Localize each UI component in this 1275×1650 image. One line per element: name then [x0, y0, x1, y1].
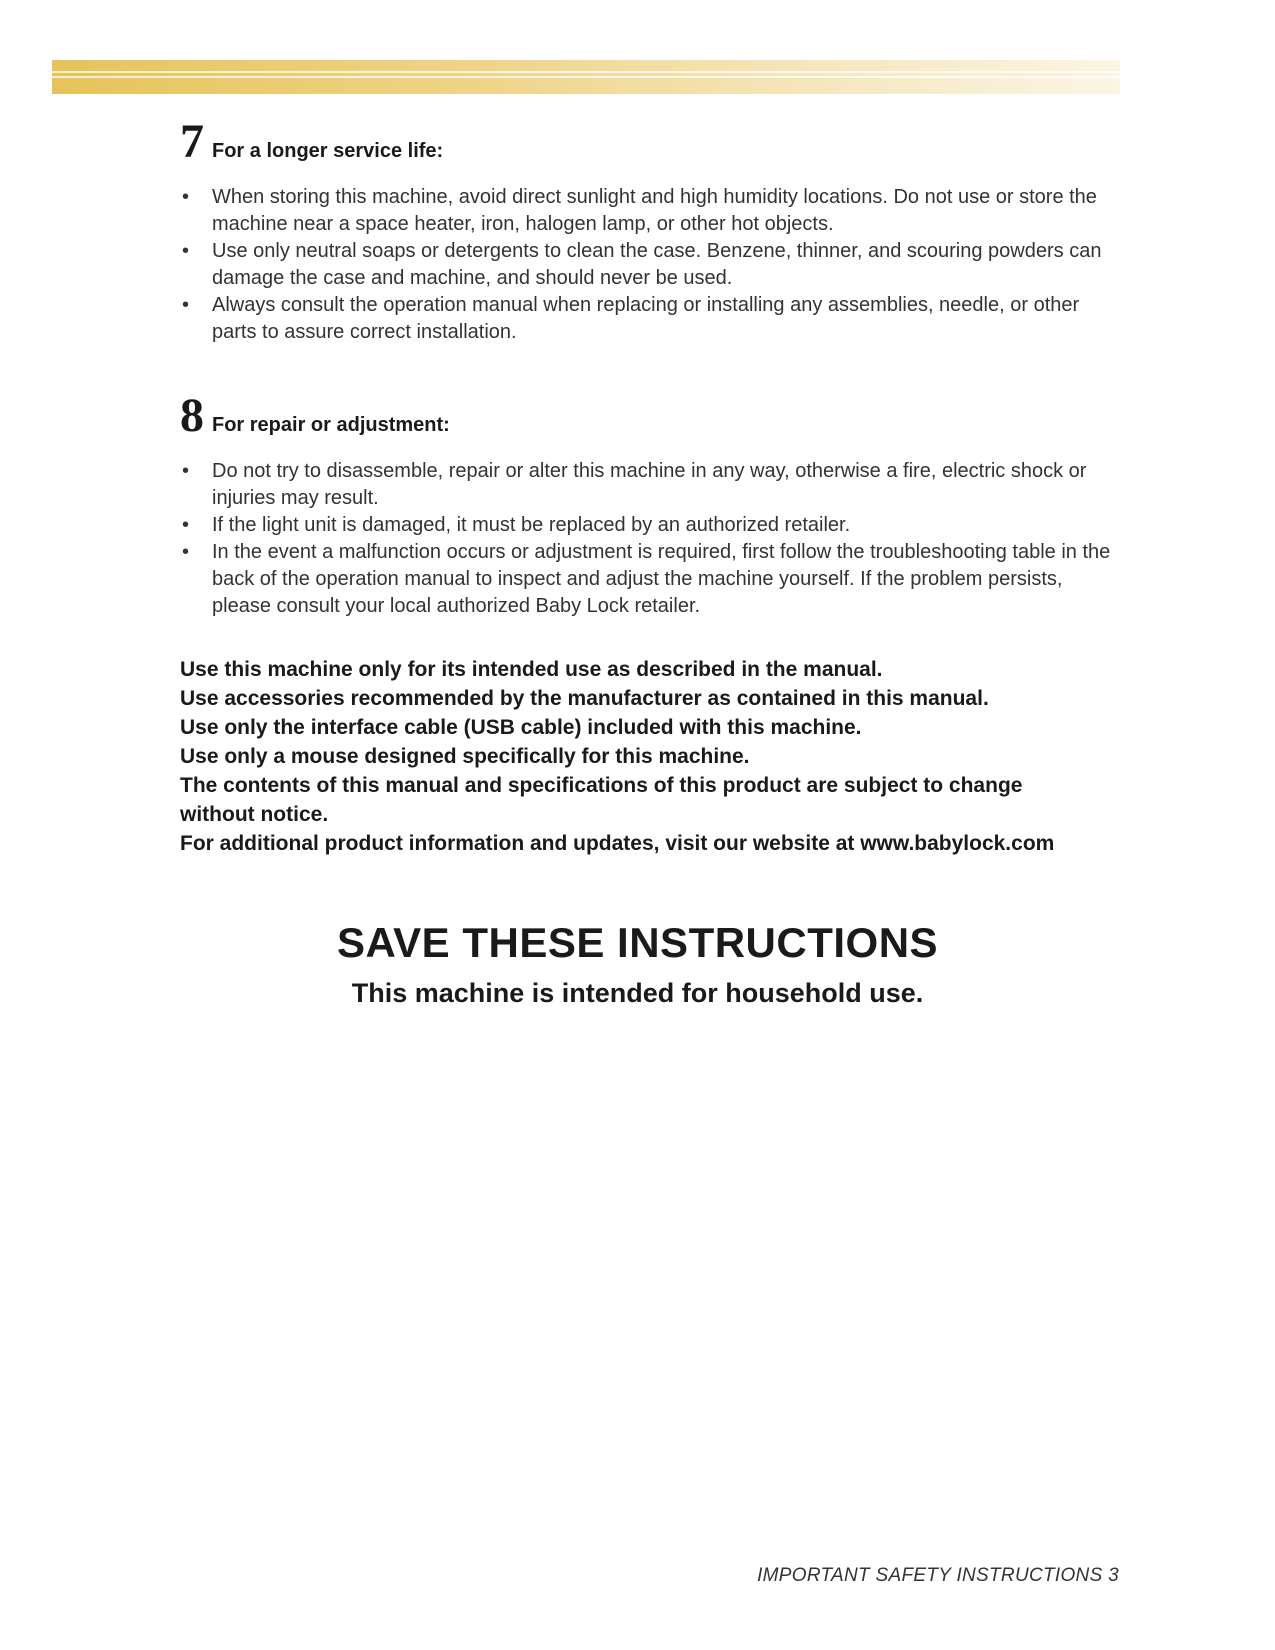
- bullet-text: If the light unit is damaged, it must be replaced by an authorized retailer.: [212, 514, 851, 536]
- list-item: [180, 184, 1120, 238]
- note-line: For additional product information and updates, visit our website at www.babylock.com: [180, 832, 1055, 855]
- note-line: Use accessories recommended by the manufacturer as contained in this manual.: [180, 687, 989, 710]
- section-7: [180, 115, 1120, 346]
- bullet-list: [180, 184, 1120, 346]
- bullet-icon: •: [182, 514, 190, 536]
- note-line: Use only a mouse designed specifically for this machine.: [180, 745, 750, 768]
- section-number: 7: [180, 115, 204, 168]
- section-title: For a longer service life:: [212, 140, 444, 162]
- note-line: Use only the interface cable (USB cable) included with this machine.: [180, 716, 862, 739]
- bullet-icon: •: [182, 294, 190, 316]
- save-instructions-heading: SAVE THESE INSTRUCTIONS: [336, 919, 939, 966]
- list-item: [180, 458, 1120, 512]
- note-line: Use this machine only for its intended use as described in the manual.: [180, 658, 883, 681]
- header-band: [52, 60, 1120, 94]
- bullet-icon: •: [182, 541, 190, 563]
- list-item: [180, 539, 1120, 620]
- section-8: [180, 389, 1120, 620]
- bullet-text: Do not try to disassemble, repair or alter this machine in any way, otherwise a fire, electric shock or injuries may result.: [212, 460, 1087, 509]
- bullet-icon: •: [182, 460, 190, 482]
- page-footer: IMPORTANT SAFETY INSTRUCTIONS 3: [757, 1565, 1119, 1586]
- bullet-text: In the event a malfunction occurs or adjustment is required, first follow the troubleshooting table in the back of the operation manual to inspect and adjust the machine yourself. If the problem persists, please consult your local authorized Baby Lock retailer.: [212, 541, 1111, 617]
- list-item: [180, 292, 1120, 346]
- usage-notes: [180, 655, 1100, 858]
- list-item: [180, 512, 1120, 539]
- section-heading: [180, 115, 1120, 168]
- bullet-text: When storing this machine, avoid direct sunlight and high humidity locations. Do not use or store the machine near a space heater, iron, halogen lamp, or other hot objects.: [212, 186, 1097, 235]
- bullet-list: [180, 458, 1120, 620]
- header-band-stripe: [52, 71, 1120, 73]
- header-band-stripe: [52, 76, 1120, 78]
- list-item: [180, 238, 1120, 292]
- section-title: For repair or adjustment:: [212, 414, 450, 436]
- bullet-text: Always consult the operation manual when replacing or installing any assemblies, needle, or other parts to assure correct installation.: [212, 294, 1080, 343]
- section-heading: [180, 389, 1120, 442]
- bullet-icon: •: [182, 186, 190, 208]
- section-number: 8: [180, 389, 204, 442]
- household-use-subheading: This machine is intended for household use.: [351, 978, 924, 1008]
- note-line: The contents of this manual and specifications of this product are subject to change without notice.: [180, 774, 1023, 826]
- bullet-text: Use only neutral soaps or detergents to clean the case. Benzene, thinner, and scouring powders can damage the case and machine, and should never be used.: [212, 240, 1102, 289]
- bullet-icon: •: [182, 240, 190, 262]
